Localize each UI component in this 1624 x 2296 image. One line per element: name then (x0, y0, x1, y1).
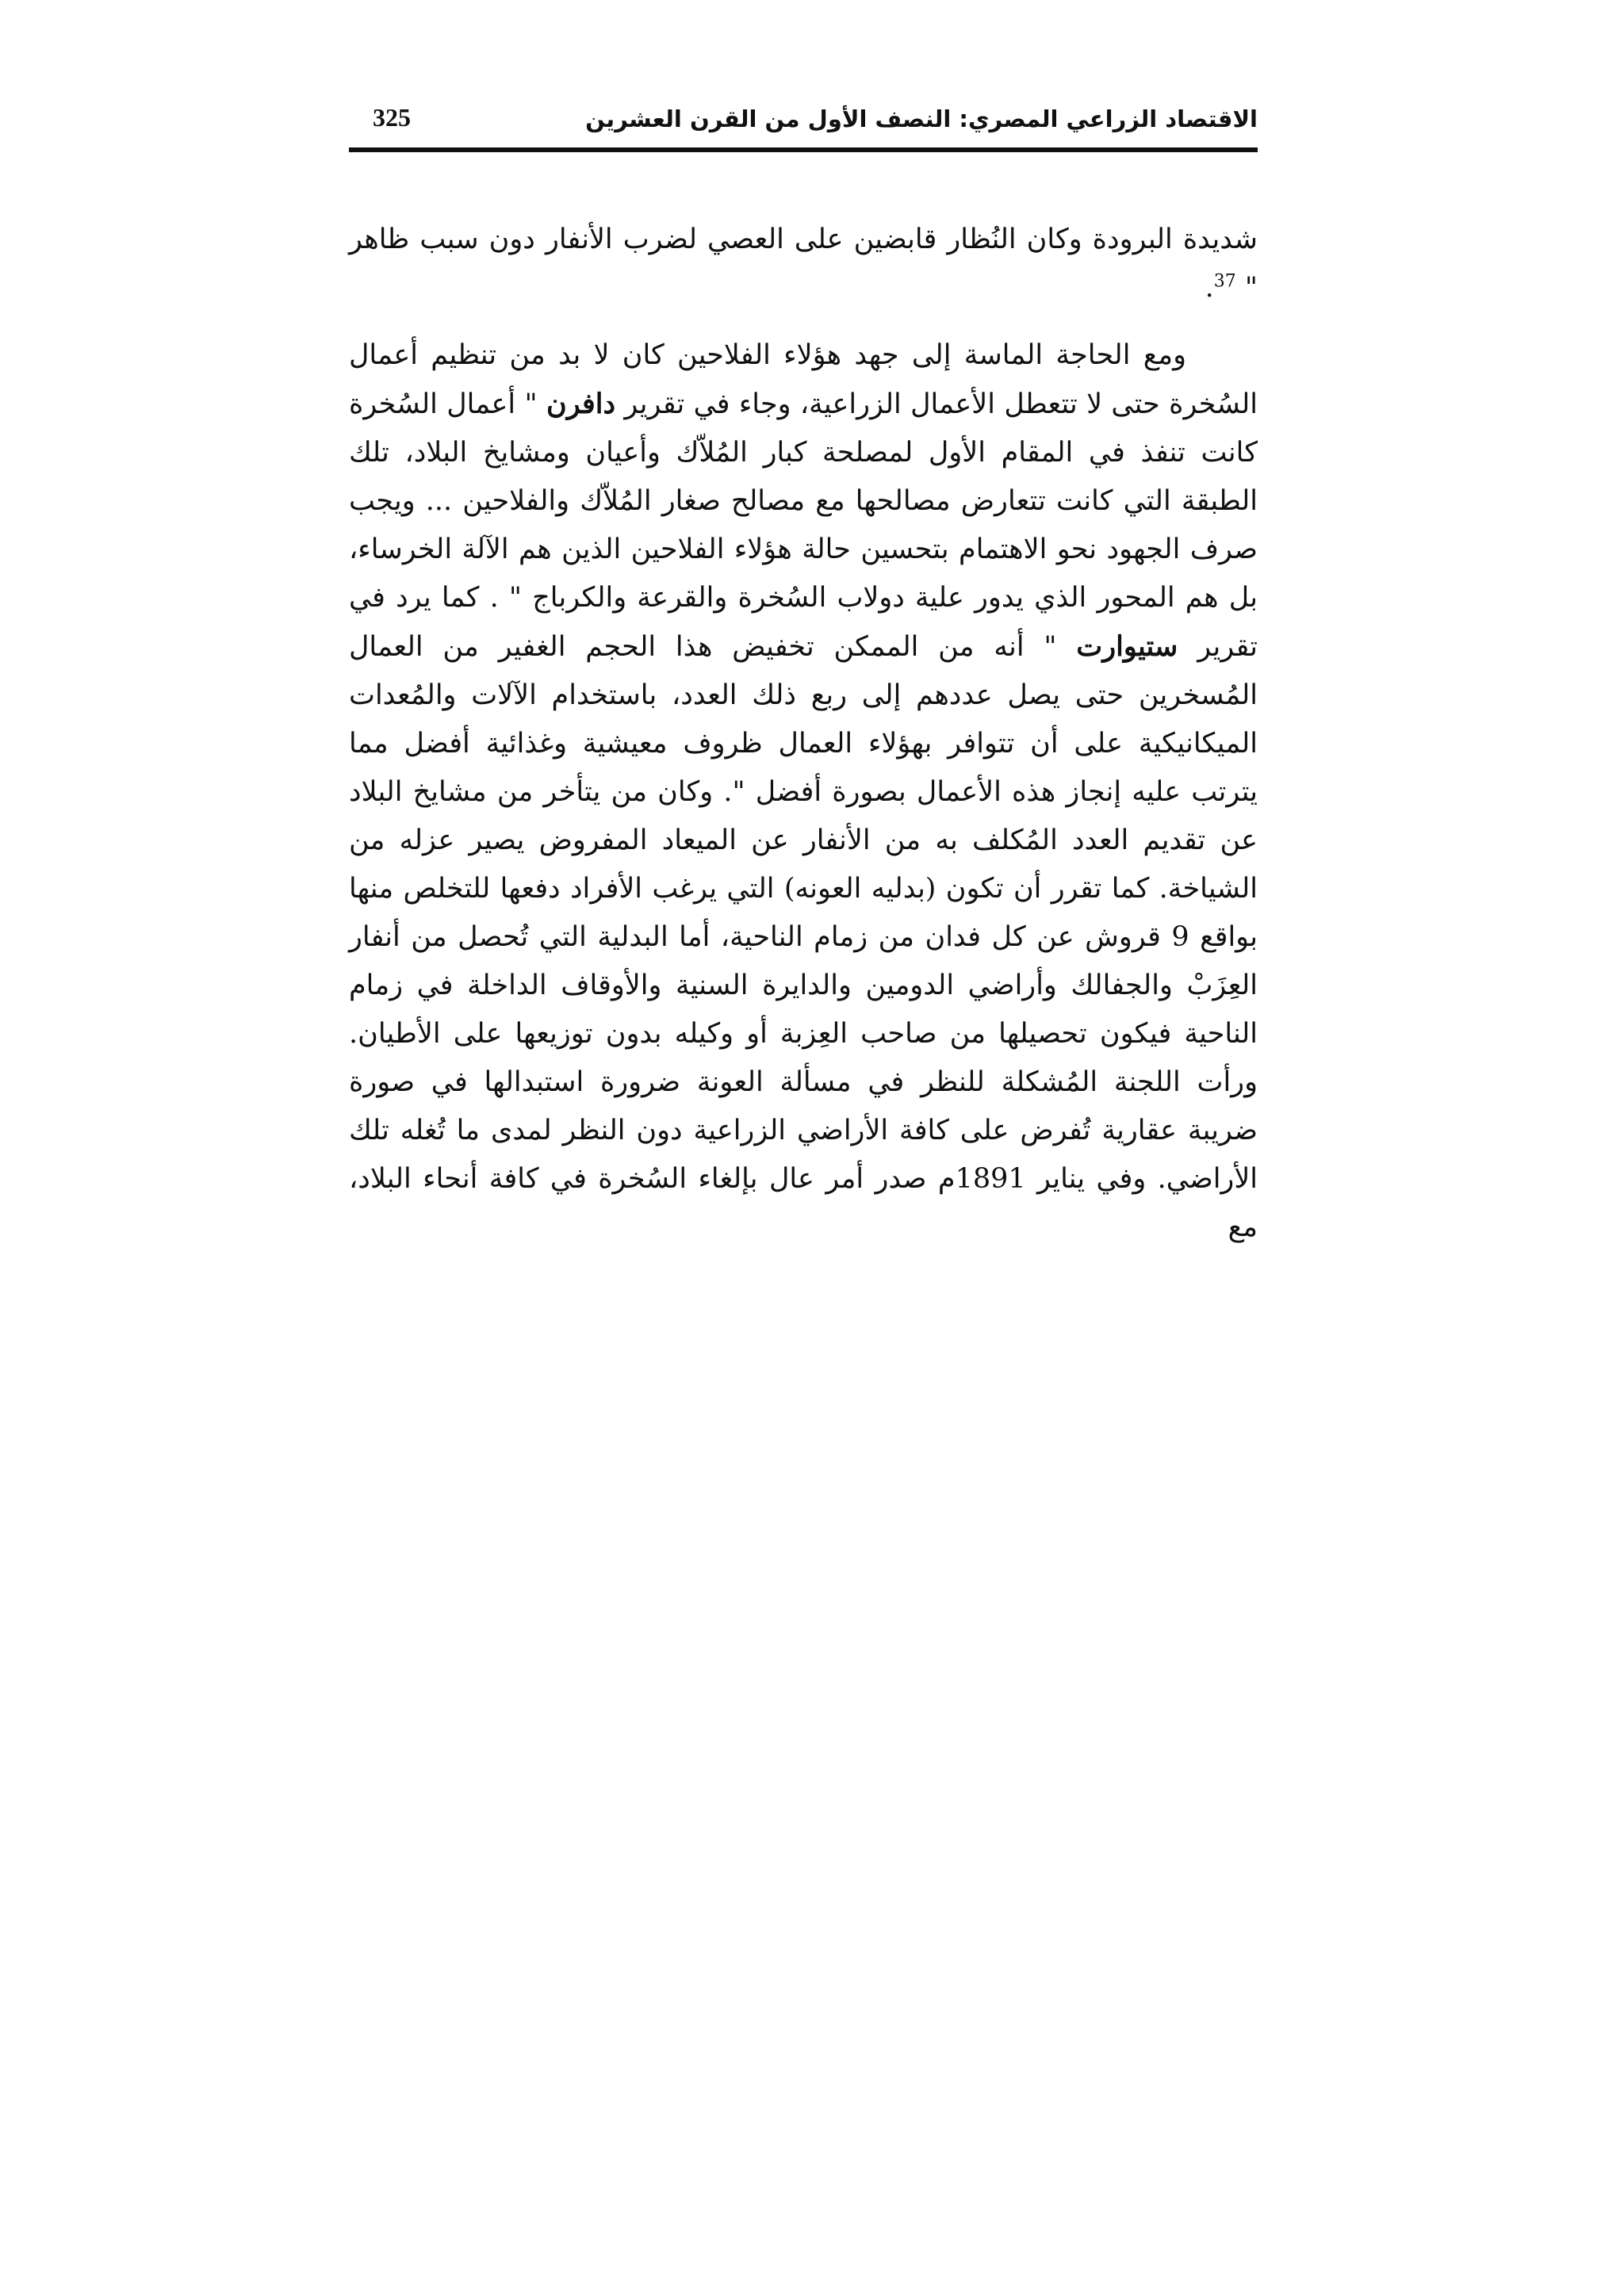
running-title: الاقتصاد الزراعي المصري: النصف الأول من القرن العشرين (585, 105, 1258, 132)
paragraph-continuation (349, 216, 1258, 312)
page-header (349, 100, 1258, 152)
report-author-name-stewart: ستيوارت (1076, 630, 1178, 663)
footnote-reference: 37 (1213, 271, 1236, 292)
paragraph-text-part1: ومع الحاجة الماسة إلى جهد هؤلاء الفلاحين كان لا بد من تنظيم أعمال السُخرة حتى لا تتعطل الأعمال الزراعية، وجاء في تقرير (349, 339, 1258, 420)
body-paragraph (349, 331, 1258, 1252)
report-author-name-dufferin: دافرن (546, 388, 616, 420)
end-punctuation: . (1205, 272, 1214, 304)
paragraph-text: شديدة البرودة وكان النُظار قابضين على العصي لضرب الأنفار دون سبب ظاهر " (349, 224, 1258, 304)
page-number: 325 (373, 103, 411, 132)
paragraph-text-part2: " أعمال السُخرة كانت تنفذ في المقام الأول لمصلحة كبار المُلاّك وأعيان ومشايخ البلاد، تلك الطبقة التي كانت تتعارض مصالحها مع مصالح صغار المُلاّك والفلاحين ... ويجب صرف الجهود نحو الاهتمام بتحسين حالة هؤلاء الفلاحين الذين هم الآلة الخرساء، بل هم المحور الذي يدور علية دولاب السُخرة والقرعة والكرباج " . كما يرد في تقرير (349, 388, 1258, 663)
paragraph-text-part3: " أنه من الممكن تخفيض هذا الحجم الغفير من العمال المُسخرين حتى يصل عددهم إلى ربع ذلك العدد، باستخدام الآلات والمُعدات الميكانيكية على أن تتوافر بهؤلاء العمال ظروف معيشية وغذائية أفضل مما يترتب عليه إنجاز هذه الأعمال بصورة أفضل ". وكان من يتأخر من مشايخ البلاد عن تقديم العدد المُكلف به من الأنفار عن الميعاد المفروض يصير عزله من الشياخة. كما تقرر أن تكون (بدليه العونه) التي يرغب الأفراد دفعها للتخلص منها بواقع 9 قروش عن كل فدان من زمام الناحية، أما البدلية التي تُحصل من أنفار العِزَبْ والجفالك وأراضي الدومين والدايرة السنية والأوقاف الداخلة في زمام الناحية فيكون تحصيلها من صاحب العِزبة أو وكيله بدون توزيعها على الأطيان. ورأت اللجنة المُشكلة للنظر في مسألة العونة ضرورة استبدالها في صورة ضريبة عقارية تُفرض على كافة الأراضي الزراعية دون النظر لمدى ما تُغله تلك الأراضي. وفي يناير 1891م صدر أمر عال بإلغاء السُخرة في كافة أنحاء البلاد، مع (349, 631, 1258, 1243)
